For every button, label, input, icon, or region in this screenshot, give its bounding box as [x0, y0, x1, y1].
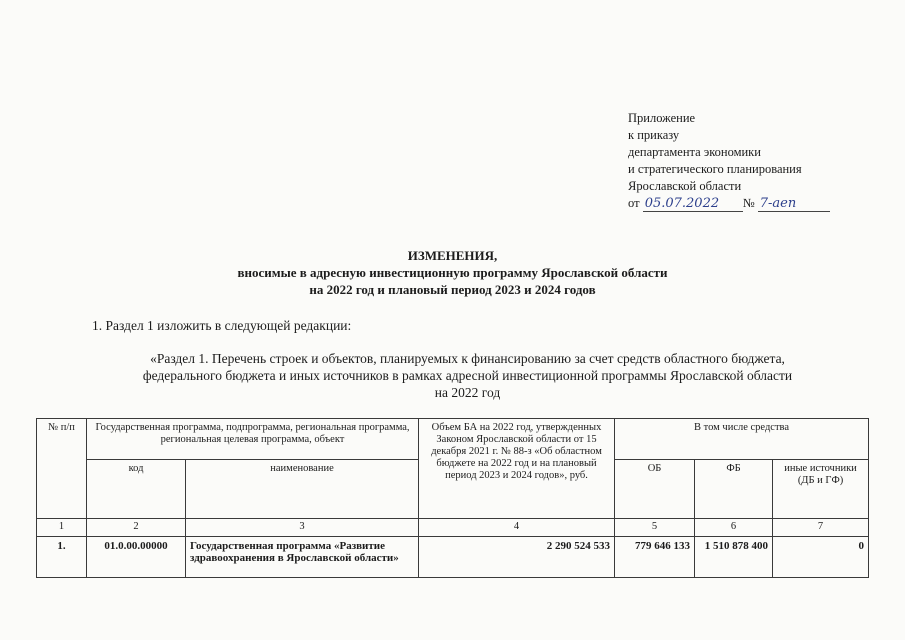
- order-date-number-line: [628, 195, 830, 212]
- section-heading-line: на 2022 год: [434, 385, 501, 400]
- handwritten-number: 7-aen: [758, 197, 830, 212]
- title-line: на 2022 год и плановый период 2023 и 2024 годов: [309, 282, 596, 297]
- row-other: 0: [773, 537, 869, 578]
- header-ob: ОБ: [615, 460, 695, 519]
- section-heading: [70, 350, 865, 401]
- appendix-line: департамента экономики: [628, 145, 761, 159]
- title-line: вносимые в адресную инвестиционную программу Ярославской области: [237, 265, 668, 280]
- column-number: 4: [419, 519, 615, 537]
- appendix-line: и стратегического планирования: [628, 162, 802, 176]
- section-heading-line: федерального бюджета и иных источников в рамках адресной инвестиционной программы Ярославской области: [142, 368, 793, 383]
- appendix-line: к приказу: [628, 128, 680, 142]
- appendix-line: Приложение: [628, 111, 696, 125]
- header-program: Государственная программа, подпрограмма, региональная программа, региональная целевая программа, объект: [87, 419, 419, 460]
- column-number: 7: [773, 519, 869, 537]
- header-num: № п/п: [37, 419, 87, 519]
- appendix-block: [628, 110, 830, 212]
- appendix-line: Ярославской области: [628, 179, 742, 193]
- row-code: 01.0.00.00000: [87, 537, 186, 578]
- header-including: В том числе средства: [615, 419, 869, 460]
- column-number: 1: [37, 519, 87, 537]
- handwritten-date: 05.07.2022: [643, 197, 743, 212]
- header-fb: ФБ: [695, 460, 773, 519]
- row-num: 1.: [37, 537, 87, 578]
- row-ob: 779 646 133: [615, 537, 695, 578]
- table-row: [37, 537, 869, 578]
- column-number: 6: [695, 519, 773, 537]
- paragraph-1: 1. Раздел 1 изложить в следующей редакции:: [92, 318, 352, 333]
- header-other: иные источники (ДБ и ГФ): [773, 460, 869, 519]
- investment-table: [36, 418, 869, 578]
- from-prefix: от: [628, 196, 640, 210]
- row-fb: 1 510 878 400: [695, 537, 773, 578]
- column-number: 2: [87, 519, 186, 537]
- section-heading-line: «Раздел 1. Перечень строек и объектов, планируемых к финансированию за счет средств областного бюджета,: [150, 351, 785, 366]
- row-name: Государственная программа «Развитие здравоохранения в Ярославской области»: [186, 537, 419, 578]
- column-number: 3: [186, 519, 419, 537]
- header-code: код: [87, 460, 186, 519]
- header-name: наименование: [186, 460, 419, 519]
- row-volume: 2 290 524 533: [419, 537, 615, 578]
- column-numbers-row: [37, 519, 869, 537]
- header-volume: Объем БА на 2022 год, утвержденных Законом Ярославской области от 15 декабря 2021 г. № 88-з «Об областном бюджете на 2022 год и на плановый период 2023 и 2024 годов», руб.: [419, 419, 615, 519]
- title-line: ИЗМЕНЕНИЯ,: [407, 248, 498, 263]
- column-number: 5: [615, 519, 695, 537]
- number-label: №: [742, 196, 755, 210]
- document-title: [0, 247, 905, 298]
